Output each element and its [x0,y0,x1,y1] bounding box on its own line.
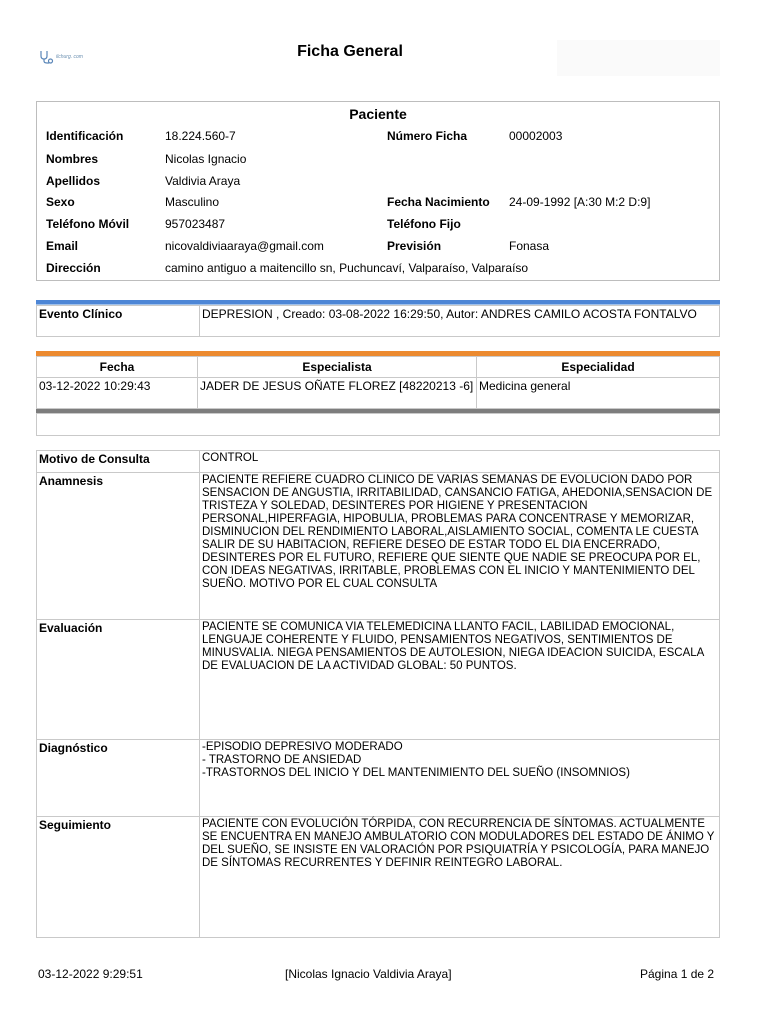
table-row [37,473,720,620]
visit-panel [36,351,720,436]
value-prevision: Fonasa [509,239,550,253]
value-sexo: Masculino [165,195,220,209]
clinical-details-panel [36,450,720,938]
table-row [37,378,720,409]
col-header-especialidad: Especialidad [477,357,720,378]
evaluacion-value: PACIENTE SE COMUNICA VIA TELEMEDICINA LLANTO FACIL, LABILIDAD EMOCIONAL, LENGUAJE COHERENTE Y FLUIDO, PENSAMIENTOS NEGATIVOS, SENTIMIENTOS DE MINUSVALIA. NIEGA PENSAMIENTOS DE AUTOLESION, NIEGA IDEACION SUICIDA, ESCALA DE EVALUACION DE LA ACTIVIDAD GLOBAL: 50 PUNTOS. [200,620,720,740]
visit-especialidad: Medicina general [477,378,720,409]
diagnostico-value: -EPISODIO DEPRESIVO MODERADO - TRASTORNO DE ANSIEDAD -TRASTORNOS DEL INICIO Y DEL MANTENIMIENTO DEL SUEÑO (INSOMNIOS) [200,740,720,817]
clinical-event-panel [36,300,720,337]
label-prevision: Previsión [387,239,442,253]
value-identificacion: 18.224.560-7 [165,129,236,143]
clinical-details-table [36,450,720,938]
table-row [37,451,720,473]
event-value: DEPRESION , Creado: 03-08-2022 16:29:50, Autor: ANDRES CAMILO ACOSTA FONTALVO [200,306,720,337]
footer-timestamp: 03-12-2022 9:29:51 [38,967,143,981]
visit-table [36,356,720,409]
footer-page-number: Página 1 de 2 [640,967,715,981]
value-telefono-movil: 957023487 [165,217,226,231]
value-nombres: Nicolas Ignacio [165,152,247,166]
event-label: Evento Clínico [37,306,200,337]
patient-section-title: Paciente [349,106,407,122]
document-title: Ficha General [297,43,403,60]
visit-especialista: JADER DE JESUS OÑATE FLOREZ [48220213 -6] [198,378,477,409]
label-fecha-nacimiento: Fecha Nacimiento [387,195,490,209]
table-row [37,817,720,938]
visit-spacer-table [36,413,720,436]
value-apellidos: Valdivia Araya [165,174,241,188]
table-row [37,306,720,337]
diagnostico-label: Diagnóstico [37,740,200,817]
table-header-row [37,357,720,378]
table-row [37,740,720,817]
empty-cell [37,414,720,436]
footer-patient-name: [Nicolas Ignacio Valdivia Araya] [285,967,452,981]
evaluacion-label: Evaluación [37,620,200,740]
label-email: Email [46,239,79,253]
anamnesis-value: PACIENTE REFIERE CUADRO CLINICO DE VARIAS SEMANAS DE EVOLUCION DADO POR SENSACION DE ANGUSTIA, IRRITABILIDAD, CANSANCIO FATIGA, AHEDONIA,SENSACION DE TRISTEZA Y SOLEDAD, DESINTERES POR HIGIENE Y PRESENTACION PERSONAL,HIPERFAGIA, HIPOBULIA, PROBLEMAS PARA CONCENTRASE Y MEMORIZAR, DISMINUCION DEL RENDIMIENTO LABORAL,AISLAMIENTO SOCIAL, COMENTA LE CUESTA SALIR DE SU HABITACION, REFIERE DESEO DE ESTAR TODO EL DIA ENCERRADO, DESINTERES POR EL FUTURO, REFIERE QUE SIENTE QUE NADIE SE PREOCUPA POR EL, CON IDEAS NEGATIVAS, IRRITABLE, PROBLEMAS CON EL INICIO Y MANTENIMIENTO DEL SUEÑO. MOTIVO POR EL CUAL CONSULTA [200,473,720,620]
header-blank-box [557,40,720,76]
label-telefono-fijo: Teléfono Fijo [387,217,461,231]
anamnesis-label: Anamnesis [37,473,200,620]
seguimiento-value: PACIENTE CON EVOLUCIÓN TÓRPIDA, CON RECURRENCIA DE SÍNTOMAS. ACTUALMENTE SE ENCUENTRA EN MANEJO AMBULATORIO CON MODULADORES DEL ESTADO DE ÁNIMO Y DEL SUEÑO, SE INSISTE EN VALORACIÓN POR PSIQUIATRÍA Y PSICOLOGÍA, PARA MANEJO DE SÍNTOMAS RECURRENTES Y DEFINIR REINTEGRO LABORAL. [200,817,720,938]
value-fecha-nacimiento: 24-09-1992 [A:30 M:2 D:9] [509,195,651,209]
motivo-value: CONTROL [200,451,720,473]
label-telefono-movil: Teléfono Móvil [46,217,130,231]
label-numero-ficha: Número Ficha [387,129,468,143]
seguimiento-label: Seguimiento [37,817,200,938]
visit-fecha: 03-12-2022 10:29:43 [37,378,198,409]
label-sexo: Sexo [46,195,75,209]
table-row [37,620,720,740]
clinical-event-table [36,305,720,337]
value-email: nicovaldiviaaraya@gmail.com [165,239,324,253]
value-direccion: camino antiguo a maitencillo sn, Puchuncaví, Valparaíso, Valparaíso [165,261,529,275]
label-nombres: Nombres [46,152,99,166]
label-identificacion: Identificación [46,129,124,143]
label-direccion: Dirección [46,261,101,275]
patient-section [36,101,720,281]
label-apellidos: Apellidos [46,174,101,188]
motivo-label: Motivo de Consulta [37,451,200,473]
col-header-fecha: Fecha [37,357,198,378]
table-row [37,414,720,436]
logo-text: ilchurg. com [56,54,83,60]
col-header-especialista: Especialista [198,357,477,378]
value-numero-ficha: 00002003 [509,129,563,143]
